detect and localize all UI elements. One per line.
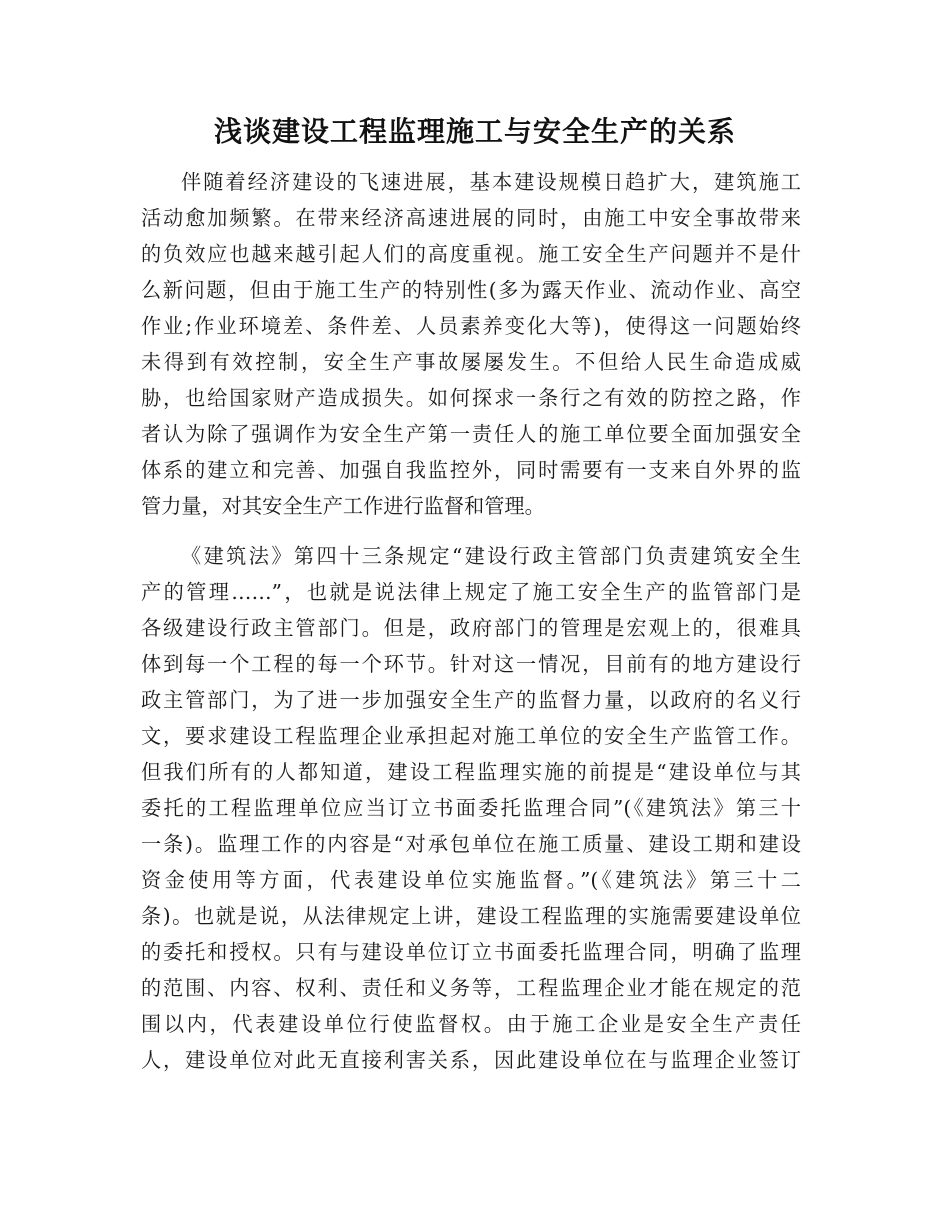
paragraph-1 [141, 164, 801, 524]
paragraph-line: 么新问题，但由于施工生产的特别性(多为露天作业、流动作业、高空 [141, 278, 801, 302]
paragraph-line: 作业;作业环境差、条件差、人员素养变化大等)，使得这一问题始终 [141, 314, 801, 338]
paragraph-2 [141, 538, 801, 1078]
paragraph-line: 未得到有效控制，安全生产事故屡屡发生。不但给人民生命造成威 [141, 350, 801, 374]
paragraph-line: 体到每一个工程的每一个环节。针对这一情况，目前有的地方建设行 [141, 652, 801, 676]
paragraph-line: 文，要求建设工程监理企业承担起对施工单位的安全生产监管工作。 [141, 724, 801, 748]
paragraph-line: 产的管理……”，也就是说法律上规定了施工安全生产的监管部门是 [141, 580, 801, 604]
paragraph-line: 《建筑法》第四十三条规定“建设行政主管部门负责建筑安全生 [181, 544, 801, 568]
paragraph-line: 体系的建立和完善、加强自我监控外，同时需要有一支来自外界的监 [141, 458, 801, 482]
paragraph-line: 一条)。监理工作的内容是“对承包单位在施工质量、建设工期和建设 [141, 832, 801, 856]
paragraph-line: 的负效应也越来越引起人们的高度重视。施工安全生产问题并不是什 [141, 242, 801, 266]
paragraph-line: 活动愈加频繁。在带来经济高速进展的同时，由施工中安全事故带来 [141, 206, 801, 230]
paragraph-line: 管力量，对其安全生产工作进行监督和管理。 [141, 494, 545, 518]
paragraph-line: 胁，也给国家财产造成损失。如何探求一条行之有效的防控之路，作 [141, 386, 801, 410]
paragraph-line: 人，建设单位对此无直接利害关系，因此建设单位在与监理企业签订 [141, 1048, 801, 1072]
paragraph-line: 条)。也就是说，从法律规定上讲，建设工程监理的实施需要建设单位 [141, 904, 801, 928]
paragraph-line: 围以内，代表建设单位行使监督权。由于施工企业是安全生产责任 [141, 1012, 801, 1036]
paragraph-line: 的范围、内容、权利、责任和义务等，工程监理企业才能在规定的范 [141, 976, 801, 1000]
paragraph-line: 政主管部门，为了进一步加强安全生产的监督力量，以政府的名义行 [141, 688, 801, 712]
document-title: 浅谈建设工程监理施工与安全生产的关系 [213, 115, 736, 148]
paragraph-line: 者认为除了强调作为安全生产第一责任人的施工单位要全面加强安全 [141, 422, 801, 446]
paragraph-line: 的委托和授权。只有与建设单位订立书面委托监理合同，明确了监理 [141, 940, 801, 964]
paragraph-line: 资金使用等方面，代表建设单位实施监督。”(《建筑法》第三十二 [141, 868, 801, 892]
paragraph-line: 伴随着经济建设的飞速进展，基本建设规模日趋扩大，建筑施工 [181, 170, 801, 194]
paragraph-line: 委托的工程监理单位应当订立书面委托监理合同”(《建筑法》第三十 [141, 796, 801, 820]
document-body [141, 164, 801, 1078]
paragraph-line: 但我们所有的人都知道，建设工程监理实施的前提是“建设单位与其 [141, 760, 801, 784]
paragraph-line: 各级建设行政主管部门。但是，政府部门的管理是宏观上的，很难具 [141, 616, 801, 640]
paragraph-spacer [141, 524, 801, 538]
